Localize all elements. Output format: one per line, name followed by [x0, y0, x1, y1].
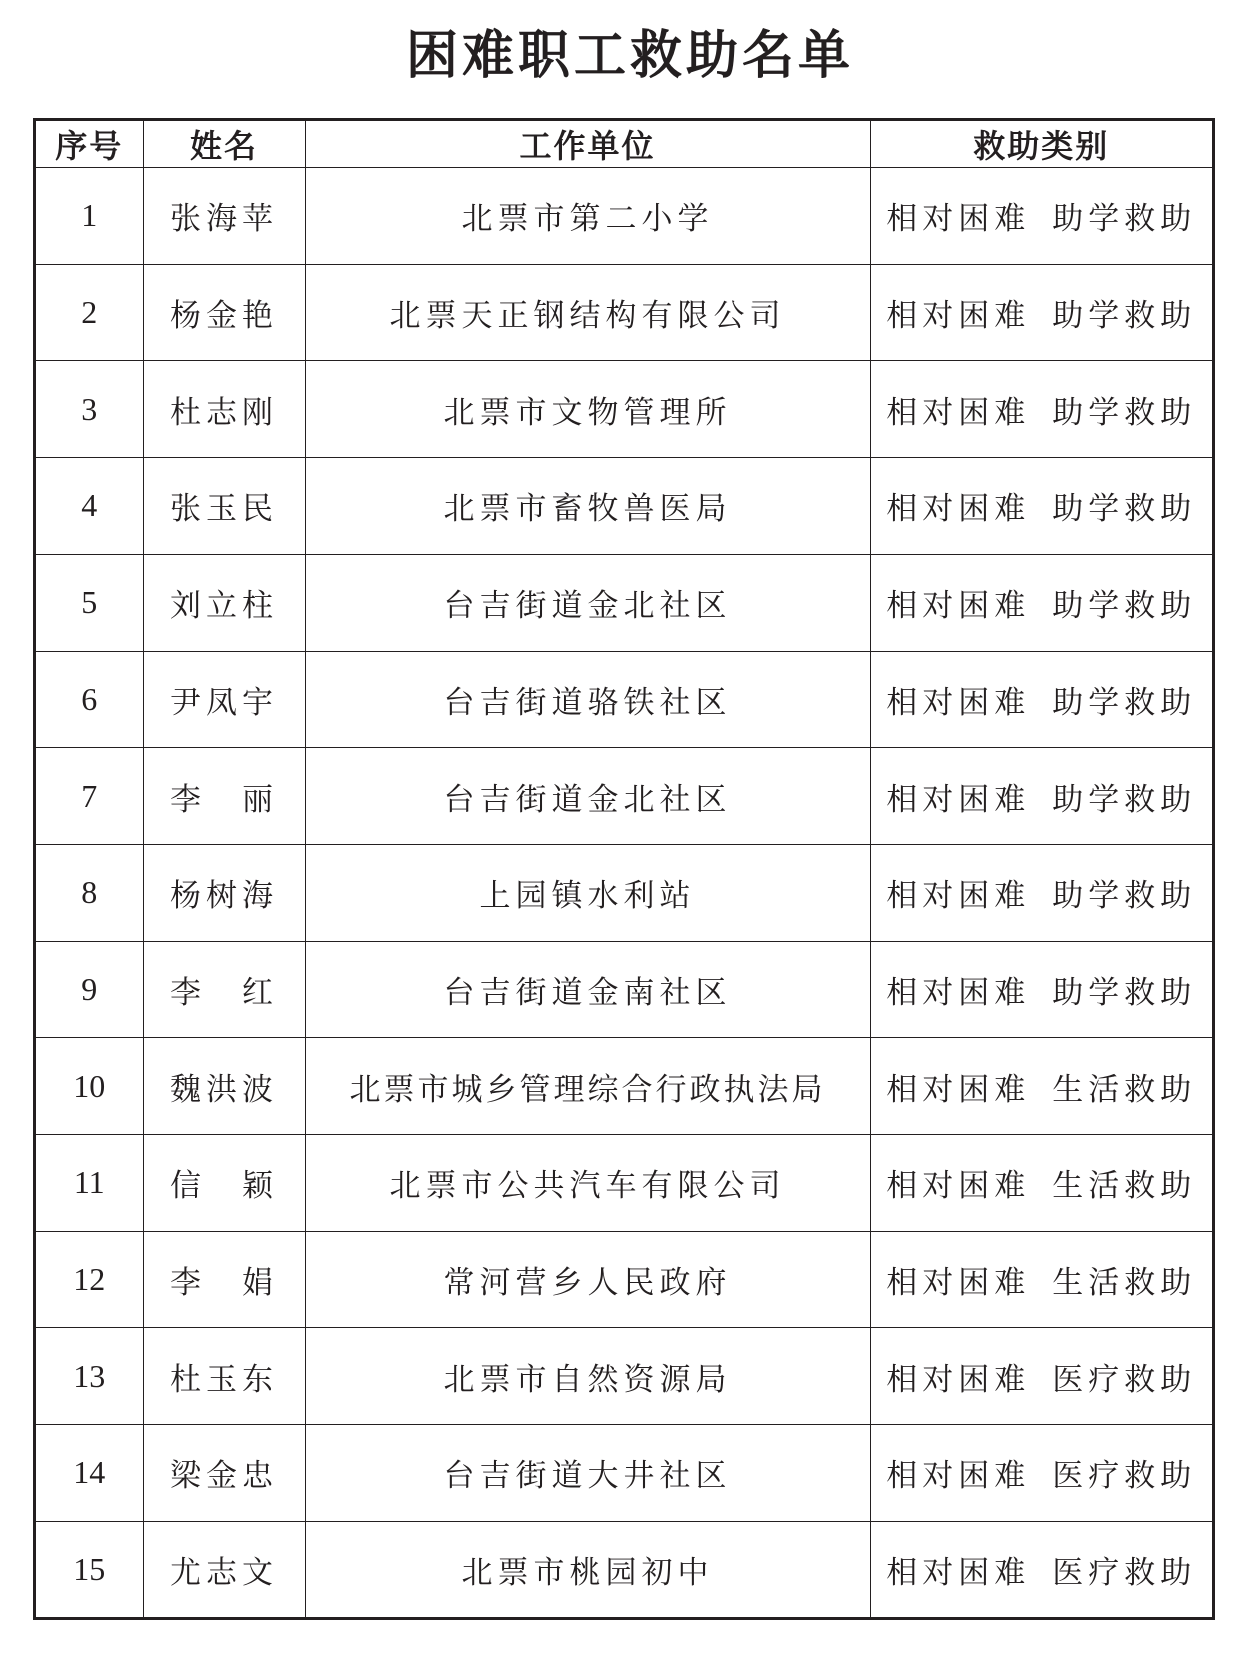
row-name: 李 红	[143, 941, 305, 1038]
row-index: 14	[36, 1425, 143, 1522]
row-hardship-level: 相对困难	[886, 1458, 1031, 1495]
row-relief-type: 助学救助	[1052, 878, 1197, 915]
row-name: 张海苹	[143, 168, 305, 265]
table-row	[36, 651, 1212, 748]
table-row	[36, 748, 1212, 845]
row-category	[870, 1521, 1212, 1617]
table-row	[36, 1521, 1212, 1617]
row-workplace: 北票市自然资源局	[305, 1328, 870, 1425]
row-workplace: 常河营乡人民政府	[305, 1231, 870, 1328]
row-hardship-level: 相对困难	[886, 684, 1031, 721]
row-relief-type: 生活救助	[1052, 1265, 1197, 1302]
row-name: 尹凤宇	[143, 651, 305, 748]
row-relief-type: 助学救助	[1052, 974, 1197, 1011]
header-workplace: 工作单位	[305, 121, 870, 168]
row-name: 杨金艳	[143, 264, 305, 361]
row-hardship-level: 相对困难	[886, 1265, 1031, 1302]
table-row	[36, 554, 1212, 651]
row-index: 13	[36, 1328, 143, 1425]
table-row	[36, 941, 1212, 1038]
header-row	[36, 121, 1212, 168]
row-category	[870, 1038, 1212, 1135]
row-name: 尤志文	[143, 1521, 305, 1617]
row-name: 梁金忠	[143, 1425, 305, 1522]
relief-list-table	[33, 118, 1215, 1620]
row-workplace: 北票市城乡管理综合行政执法局	[305, 1038, 870, 1135]
row-relief-type: 医疗救助	[1052, 1458, 1197, 1495]
row-relief-type: 助学救助	[1052, 781, 1197, 818]
row-index: 9	[36, 941, 143, 1038]
header-name: 姓名	[143, 121, 305, 168]
row-workplace: 台吉街道金北社区	[305, 554, 870, 651]
row-index: 5	[36, 554, 143, 651]
row-hardship-level: 相对困难	[886, 1168, 1031, 1205]
row-hardship-level: 相对困难	[886, 781, 1031, 818]
table-row	[36, 168, 1212, 265]
row-name: 杨树海	[143, 844, 305, 941]
header-category: 救助类别	[870, 121, 1212, 168]
row-name: 魏洪波	[143, 1038, 305, 1135]
row-workplace: 北票市畜牧兽医局	[305, 458, 870, 555]
row-category	[870, 554, 1212, 651]
page-title: 困难职工救助名单	[405, 26, 854, 86]
table-row	[36, 264, 1212, 361]
row-category	[870, 1135, 1212, 1232]
row-index: 1	[36, 168, 143, 265]
row-category	[870, 1328, 1212, 1425]
row-name: 信 颖	[143, 1135, 305, 1232]
table-body	[36, 168, 1212, 1618]
row-name: 杜志刚	[143, 361, 305, 458]
row-category	[870, 1231, 1212, 1328]
row-workplace: 上园镇水利站	[305, 844, 870, 941]
row-hardship-level: 相对困难	[886, 974, 1031, 1011]
row-category	[870, 748, 1212, 845]
row-index: 2	[36, 264, 143, 361]
row-workplace: 台吉街道大井社区	[305, 1425, 870, 1522]
row-relief-type: 助学救助	[1052, 394, 1197, 431]
row-category	[870, 361, 1212, 458]
row-relief-type: 生活救助	[1052, 1168, 1197, 1205]
row-category	[870, 844, 1212, 941]
row-index: 10	[36, 1038, 143, 1135]
row-hardship-level: 相对困难	[886, 1361, 1031, 1398]
table-row	[36, 1135, 1212, 1232]
row-workplace: 台吉街道金北社区	[305, 748, 870, 845]
row-index: 3	[36, 361, 143, 458]
table-row	[36, 1038, 1212, 1135]
row-category	[870, 458, 1212, 555]
row-index: 12	[36, 1231, 143, 1328]
row-name: 李 丽	[143, 748, 305, 845]
row-hardship-level: 相对困难	[886, 298, 1031, 335]
row-index: 15	[36, 1521, 143, 1617]
row-hardship-level: 相对困难	[886, 878, 1031, 915]
header-index: 序号	[36, 121, 143, 168]
table-row	[36, 1425, 1212, 1522]
row-category	[870, 264, 1212, 361]
row-name: 刘立柱	[143, 554, 305, 651]
row-index: 6	[36, 651, 143, 748]
table-header	[36, 121, 1212, 168]
row-hardship-level: 相对困难	[886, 394, 1031, 431]
row-hardship-level: 相对困难	[886, 588, 1031, 625]
row-workplace: 北票市桃园初中	[305, 1521, 870, 1617]
row-hardship-level: 相对困难	[886, 491, 1031, 528]
table-row	[36, 844, 1212, 941]
row-relief-type: 助学救助	[1052, 491, 1197, 528]
row-name: 杜玉东	[143, 1328, 305, 1425]
table-row	[36, 361, 1212, 458]
table-row	[36, 458, 1212, 555]
row-hardship-level: 相对困难	[886, 1071, 1031, 1108]
row-workplace: 北票市文物管理所	[305, 361, 870, 458]
row-relief-type: 助学救助	[1052, 298, 1197, 335]
row-relief-type: 医疗救助	[1052, 1361, 1197, 1398]
row-workplace: 北票天正钢结构有限公司	[305, 264, 870, 361]
row-workplace: 台吉街道金南社区	[305, 941, 870, 1038]
row-index: 11	[36, 1135, 143, 1232]
row-hardship-level: 相对困难	[886, 201, 1031, 238]
row-name: 张玉民	[143, 458, 305, 555]
row-relief-type: 助学救助	[1052, 588, 1197, 625]
table	[36, 121, 1212, 1617]
row-category	[870, 1425, 1212, 1522]
row-index: 8	[36, 844, 143, 941]
table-row	[36, 1328, 1212, 1425]
row-workplace: 台吉街道骆铁社区	[305, 651, 870, 748]
row-category	[870, 941, 1212, 1038]
row-index: 4	[36, 458, 143, 555]
row-relief-type: 医疗救助	[1052, 1554, 1197, 1591]
row-category	[870, 168, 1212, 265]
row-relief-type: 生活救助	[1052, 1071, 1197, 1108]
row-hardship-level: 相对困难	[886, 1554, 1031, 1591]
row-category	[870, 651, 1212, 748]
row-index: 7	[36, 748, 143, 845]
row-workplace: 北票市公共汽车有限公司	[305, 1135, 870, 1232]
row-workplace: 北票市第二小学	[305, 168, 870, 265]
row-name: 李 娟	[143, 1231, 305, 1328]
table-row	[36, 1231, 1212, 1328]
row-relief-type: 助学救助	[1052, 684, 1197, 721]
row-relief-type: 助学救助	[1052, 201, 1197, 238]
